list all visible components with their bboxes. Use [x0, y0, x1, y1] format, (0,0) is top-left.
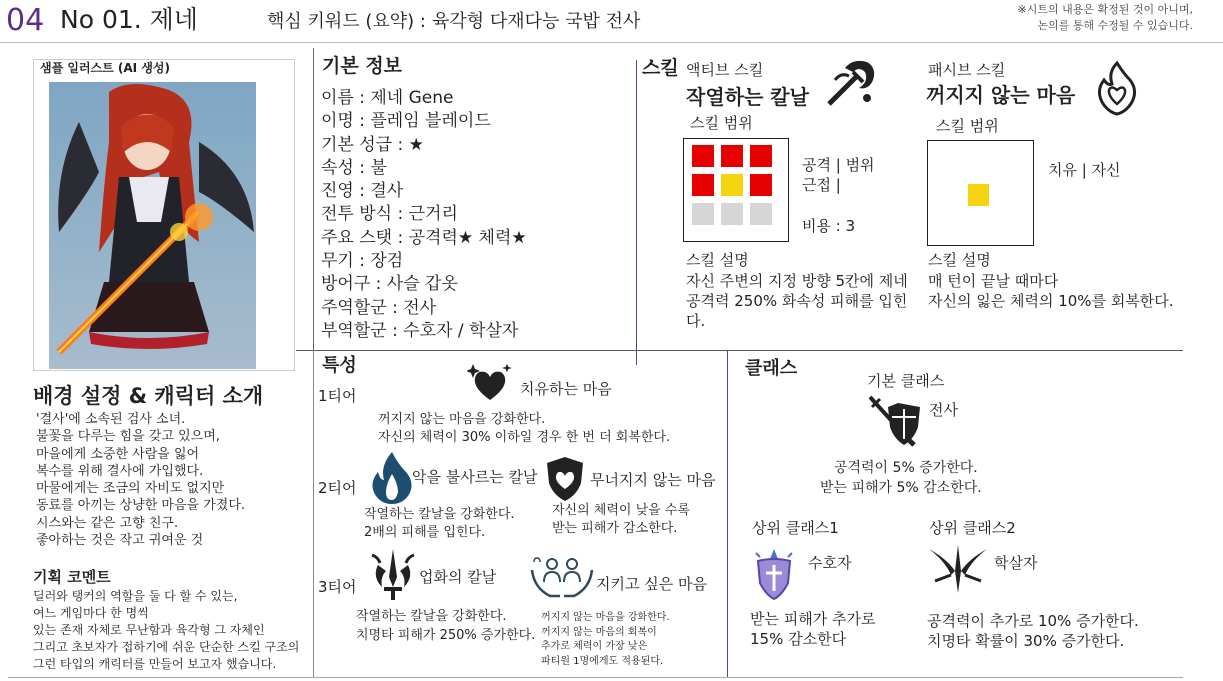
upper-class-1-desc-line: 15% 감소한다 [750, 630, 847, 648]
upper-class-2-name: 학살자 [994, 554, 1038, 572]
passive-desc-label: 스킬 설명 [928, 251, 991, 269]
tier3-b-desc-line: 꺼지지 않는 마음을 강화한다. [541, 612, 670, 623]
basic-info-heading: 기본 정보 [322, 55, 403, 77]
background-line: 시스와는 같은 고향 친구. [36, 515, 179, 531]
passive-desc-line: 매 턴이 끝날 때마다 [928, 272, 1059, 290]
range-cell-gray [750, 203, 772, 225]
sparkle-heart-icon [467, 362, 513, 408]
background-line: '결사'에 소속된 검사 소녀. [36, 412, 186, 427]
background-line: 동료를 아끼는 상냥한 마음을 가졌다. [36, 498, 246, 514]
basic-info-main-stats: 주요 스탯 : 공격력★ 체력★ [321, 227, 527, 248]
page-title [60, 6, 198, 35]
active-desc-line: 다. [686, 312, 706, 330]
background-line: 불꽃을 다루는 힘을 갖고 있으며, [36, 429, 220, 445]
upper-class-1-desc [750, 609, 875, 649]
background-line: 좋아하는 것은 작고 귀여운 것 [36, 533, 204, 549]
tier3-b-name: 지키고 싶은 마음 [596, 575, 707, 593]
active-skill-info-1: 공격 | 범위 [802, 156, 875, 174]
comment-line: 있는 존재 자체로 무난함과 육각형 그 자체인 [33, 623, 265, 637]
passive-skill-type: 패시브 스킬 [928, 61, 1006, 79]
active-range-label: 스킬 범위 [690, 114, 753, 132]
background-line: 마을에게 소중한 사람을 잃어 [36, 446, 200, 462]
tier3-b-desc-line: 꺼지지 않는 마음의 회복이 [541, 626, 657, 638]
passive-desc-line: 자신의 잃은 체력의 10%를 회복한다. [928, 292, 1174, 310]
background-heading: 배경 설정 & 캐릭터 소개 [33, 384, 264, 408]
range-cell-red [750, 145, 772, 167]
background-line: 마물에게는 조금의 자비도 없지만 [36, 481, 225, 497]
passive-desc [928, 271, 1174, 311]
tier2-b-desc [552, 502, 690, 538]
base-class-name: 전사 [929, 401, 958, 419]
tier3-b-desc [541, 611, 670, 669]
comment-line: 딜러와 탱커의 역할을 둘 다 할 수 있는, [33, 589, 238, 603]
basic-info-sub-role: 부역할군 : 수호자 / 학살자 [321, 320, 519, 341]
upper-class-2-desc-line: 치명타 확률이 30% 증가한다. [927, 632, 1125, 650]
tier3-b-desc-line: 추가로 체력이 가장 낮은 [541, 641, 648, 652]
keyword-label: 핵심 키워드 (요약) : [267, 11, 426, 32]
basic-info-combat-style: 전투 방식 : 근거리 [321, 204, 458, 225]
comment-heading: 기획 코멘트 [33, 568, 111, 586]
upper-class-1-label: 상위 클래스1 [752, 519, 839, 537]
skill-heading: 스킬 [642, 57, 679, 79]
range-cell-red [692, 174, 714, 196]
tier1-desc [378, 411, 670, 447]
active-desc-line: 공격력 250% 화속성 피해를 입힌 [686, 292, 908, 310]
tier3-a-name: 업화의 칼날 [419, 568, 497, 586]
shield-heart-icon [545, 455, 585, 507]
basic-info-element: 속성 : 불 [321, 157, 387, 178]
tier3-a-desc-line: 작열하는 칼날을 강화한다. [356, 609, 507, 624]
range-cell-red [692, 145, 714, 167]
flame-blade-icon [823, 58, 879, 114]
twin-blade-icon [927, 541, 989, 599]
active-skill-name: 작열하는 칼날 [686, 85, 809, 109]
sheet-number: 04 [6, 3, 45, 38]
active-desc [686, 271, 908, 331]
base-class-desc [820, 458, 982, 498]
skill-divider [636, 60, 637, 365]
passive-skill-info: 치유 | 자신 [1048, 161, 1121, 179]
tier2-b-name: 무너지지 않는 마음 [590, 471, 716, 489]
basic-info-rarity: 기본 성급 : ★ [321, 134, 424, 155]
tier1-name: 치유하는 마음 [520, 380, 612, 398]
upper-class-1-desc-line: 받는 피해가 추가로 [750, 610, 876, 628]
blue-flame-icon [370, 450, 414, 508]
tier1-desc-line: 자신의 체력이 30% 이하일 경우 한 번 더 회복한다. [378, 430, 671, 445]
range-cell-gray [721, 203, 743, 225]
active-skill-type: 액티브 스킬 [686, 61, 764, 79]
tier2-a-desc [364, 506, 515, 542]
comment-line: 그리고 초보자가 접하기에 쉬운 단순한 스킬 구조의 [33, 640, 300, 654]
comment-line: 여느 게임마다 한 명씩 [33, 606, 149, 620]
flaming-sword-emblem-icon [368, 547, 418, 605]
tier3-a-desc [356, 607, 535, 645]
page-title-text: No 01. 제네 [60, 5, 198, 34]
background-text [36, 411, 245, 549]
tier2-label: 2티어 [318, 479, 357, 497]
tier2-a-desc-line: 2배의 피해를 입힌다. [364, 525, 486, 540]
header-divider [0, 42, 1223, 43]
base-class-label: 기본 클래스 [867, 372, 945, 390]
basic-info-armor: 방어구 : 사슬 갑옷 [321, 274, 458, 295]
active-range-grid [692, 145, 772, 225]
comment-text [33, 588, 299, 673]
active-desc-label: 스킬 설명 [686, 251, 749, 269]
basic-info-main-role: 주역할군 : 전사 [321, 297, 437, 318]
bottom-divider [8, 677, 1183, 678]
character-illustration [49, 82, 256, 369]
passive-range-label: 스킬 범위 [936, 117, 999, 135]
active-desc-line: 자신 주변의 지정 방향 5칸에 제네 [686, 272, 908, 290]
basic-info-faction: 진영 : 결사 [321, 181, 404, 202]
protective-hands-icon [530, 556, 594, 604]
comment-line: 그런 타입의 캐릭터를 만들어 보고자 했습니다. [33, 657, 277, 671]
upper-class-2-desc [927, 611, 1139, 651]
upper-class-2-label: 상위 클래스2 [929, 519, 1016, 537]
column-divider-2 [313, 350, 314, 677]
range-cell-gray [692, 203, 714, 225]
class-divider [727, 350, 728, 677]
range-cell-yellow [721, 174, 743, 196]
passive-range-cell [968, 184, 989, 206]
sheet-note-line2: 논의를 통해 수정될 수 있습니다. [1037, 19, 1193, 32]
column-divider-1 [313, 48, 314, 350]
tier2-b-desc-line: 자신의 체력이 낮을 수록 [552, 503, 690, 518]
tier3-a-desc-line: 치명타 피해가 250% 증가한다. [356, 628, 536, 643]
traits-heading: 특성 [322, 355, 357, 376]
background-line: 복수를 위해 결사에 가입했다. [36, 463, 204, 479]
illustration-label: 샘플 일러스트 (AI 생성) [40, 61, 170, 75]
upper-class-2-desc-line: 공격력이 추가로 10% 증가한다. [927, 612, 1139, 630]
tier2-b-desc-line: 받는 피해가 감소한다. [552, 521, 678, 536]
tier3-b-desc-line: 파티원 1명에게도 적용된다. [541, 655, 664, 667]
tier3-label: 3티어 [318, 578, 357, 596]
classes-heading: 클래스 [745, 358, 798, 379]
tier1-label: 1티어 [318, 387, 357, 405]
keyword-value: 육각형 다재다능 국밥 전사 [432, 11, 641, 32]
range-cell-red [721, 145, 743, 167]
sheet-note-line1: ※시트의 내용은 확정된 것이 아니며, [1017, 3, 1193, 16]
base-class-desc-line: 받는 피해가 5% 감소한다. [820, 480, 982, 496]
tier2-a-desc-line: 작열하는 칼날을 강화한다. [364, 507, 515, 522]
basic-info-weapon: 무기 : 장검 [321, 251, 404, 272]
tier1-desc-line: 꺼지지 않는 마음을 강화한다. [378, 412, 546, 427]
basic-info-alias: 이명 : 플레임 블레이드 [321, 111, 491, 132]
sword-shield-icon [868, 395, 924, 453]
passive-skill-name: 꺼지지 않는 마음 [926, 83, 1076, 107]
middle-divider [296, 350, 1183, 351]
tier2-a-name: 악을 불사르는 칼날 [412, 468, 538, 486]
base-class-desc-line: 공격력이 5% 증가한다. [833, 460, 978, 476]
range-cell-red [750, 174, 772, 196]
guardian-shield-icon [748, 545, 800, 607]
active-skill-cost: 비용 : 3 [802, 217, 856, 235]
active-skill-info-2: 근접 | [802, 176, 841, 194]
basic-info-name: 이름 : 제네 Gene [321, 88, 454, 108]
basic-info-list [321, 87, 527, 343]
flame-heart-icon [1096, 60, 1138, 120]
upper-class-1-name: 수호자 [808, 554, 852, 572]
